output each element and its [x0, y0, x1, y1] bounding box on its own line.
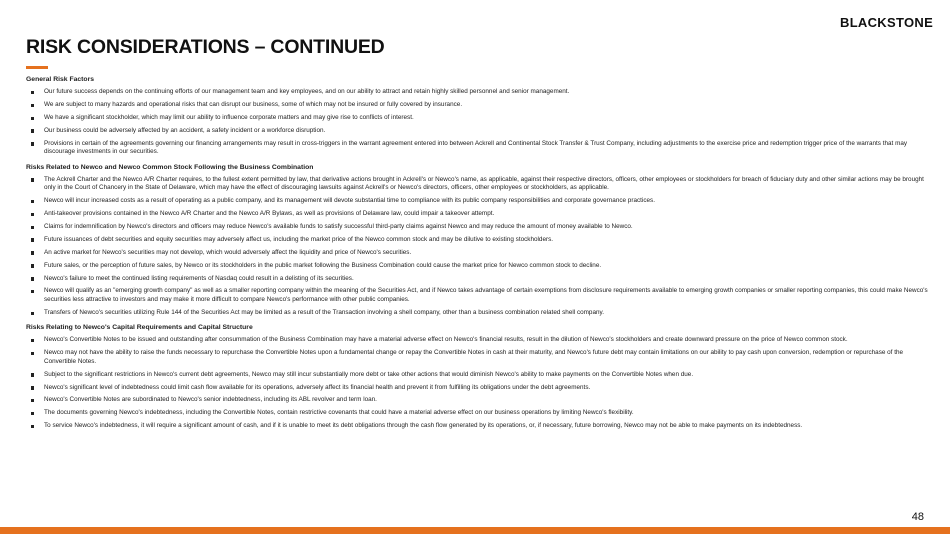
risk-item-text: To service Newco's indebtedness, it will require a significant amount of cash, and if it is unable to meet its debt obligations through the cash flow generated by its operations, or, if necessary, future borrowing, Newco may not be able to make payments on its indebtedness.	[44, 422, 803, 430]
risk-item-text: Future issuances of debt securities and equity securities may adversely affect us, including the market price of the Newco common stock and may be dilutive to existing stockholders.	[44, 235, 554, 243]
risk-item	[26, 223, 932, 232]
page-title: RISK CONSIDERATIONS – CONTINUED	[26, 36, 385, 58]
square-bullet-icon	[31, 226, 34, 229]
risk-item-text: Future sales, or the perception of future sales, by Newco or its stockholders in the public market following the Business Combination could cause the market price for Newco common stock to decline.	[44, 261, 602, 269]
risk-item	[26, 197, 932, 206]
risk-item	[26, 249, 932, 258]
square-bullet-icon	[31, 339, 34, 342]
risk-item	[26, 176, 932, 193]
section-heading: Risks Relating to Newco's Capital Requirements and Capital Structure	[26, 324, 253, 332]
square-bullet-icon	[31, 386, 34, 389]
risk-item	[26, 140, 932, 157]
square-bullet-icon	[31, 238, 34, 241]
risk-item	[26, 309, 932, 318]
footer-accent-bar	[0, 527, 950, 534]
square-bullet-icon	[31, 290, 34, 293]
risk-item	[26, 287, 932, 304]
risk-item-text: The Ackrell Charter and the Newco A/R Charter requires, to the fullest extent permitted by law, that derivative actions brought in Ackrell's or Newco's name, as applicable, against their respective directors, officers, other employees or stockholders for breach of fiduciary duty and other similar actions may be brought only in the Court of Chancery in the State of Delaware, which may have the effect of discouraging lawsuits against Ackrell's or Newco's directors, officers, other employees or stockholders, as applicable.	[44, 175, 924, 192]
risk-item	[26, 262, 932, 271]
square-bullet-icon	[31, 277, 34, 280]
risk-item	[26, 384, 932, 393]
risk-item	[26, 409, 932, 418]
blackstone-logo	[840, 12, 934, 32]
risk-item-text: Claims for indemnification by Newco's directors and officers may reduce Newco's available funds to satisfy successful third-party claims against Newco and may reduce the amount of money available to Newco.	[44, 222, 633, 230]
square-bullet-icon	[31, 104, 34, 107]
risk-list	[26, 176, 932, 318]
risk-item-text: Newco's Convertible Notes to be issued and outstanding after consummation of the Business Combination may have a material adverse effect on Newco's financial results, result in the dilution of Newco's stockholders and create downward pressure on the price of Newco common stock.	[44, 336, 848, 344]
risk-item-text: Subject to the significant restrictions in Newco's current debt agreements, Newco may still incur substantially more debt or take other actions that would diminish Newco's ability to make payments on the Convertible Notes when due.	[44, 370, 694, 378]
risk-list	[26, 88, 932, 157]
square-bullet-icon	[31, 117, 34, 120]
square-bullet-icon	[31, 264, 34, 267]
risk-item-text: We are subject to many hazards and operational risks that can disrupt our business, some of which may not be insured or fully covered by insurance.	[44, 101, 463, 109]
risk-item	[26, 371, 932, 380]
risk-item	[26, 127, 932, 136]
square-bullet-icon	[31, 142, 34, 145]
square-bullet-icon	[31, 91, 34, 94]
risk-item-text: Newco's Convertible Notes are subordinated to Newco's senior indebtedness, including its ABL revolver and term loan.	[44, 396, 377, 404]
risk-item-text: The documents governing Newco's indebtedness, including the Convertible Notes, contain restrictive covenants that could have a material adverse effect on our business operations by limiting Newco's flexibility.	[44, 409, 634, 417]
risk-item-text: Newco may not have the ability to raise the funds necessary to repurchase the Convertible Notes upon a fundamental change or repay the Convertible Notes in cash at their maturity, and Newco's future debt may contain limitations on our ability to pay cash upon conversion, redemption or repurchase of the Convertible Notes.	[44, 349, 904, 365]
risk-list	[26, 336, 932, 431]
square-bullet-icon	[31, 373, 34, 376]
square-bullet-icon	[31, 178, 34, 181]
square-bullet-icon	[31, 251, 34, 254]
risk-item	[26, 275, 932, 284]
square-bullet-icon	[31, 399, 34, 402]
risk-content	[26, 76, 932, 437]
risk-item	[26, 236, 932, 245]
risk-item-text: Our future success depends on the continuing efforts of our management team and key employees, and on our ability to attract and retain highly skilled personnel and senior management.	[44, 88, 570, 96]
risk-item-text: Provisions in certain of the agreements governing our financing arrangements may result in cross-triggers in the warrant agreement entered into between Ackrell and Continental Stock Transfer & Trust Company, including adjustments to the exercise price and redemption trigger price of the warrants that may discourage investments in our securities.	[44, 139, 908, 156]
risk-item-text: Transfers of Newco's securities utilizing Rule 144 of the Securities Act may be limited as a result of the Transaction involving a shell company, other than a business combination related shell company.	[44, 308, 604, 316]
risk-item-text: We have a significant stockholder, which may limit our ability to influence corporate matters and may give rise to conflicts of interest.	[44, 113, 414, 121]
square-bullet-icon	[31, 213, 34, 216]
risk-item	[26, 336, 932, 345]
risk-item	[26, 396, 932, 405]
risk-item-text: An active market for Newco's securities may not develop, which would adversely affect the liquidity and price of Newco's securities.	[44, 248, 412, 256]
risk-item-text: Newco will qualify as an "emerging growth company" as well as a smaller reporting company within the meaning of the Securities Act, and if Newco takes advantage of certain exemptions from disclosure requirements available to emerging growth companies or smaller reporting companies, this could make Newco's securities less attractive to investors and may make it more difficult to compare Newco's performance with other public companies.	[44, 287, 928, 304]
risk-item-text: Newco will incur increased costs as a result of operating as a public company, and its management will devote substantial time to compliance with its public company responsibilities and corporate governance practices.	[44, 197, 655, 205]
square-bullet-icon	[31, 129, 34, 132]
square-bullet-icon	[31, 352, 34, 355]
risk-item-text: Our business could be adversely affected by an accident, a safety incident or a workforce disruption.	[44, 126, 326, 134]
title-accent-rule	[26, 66, 48, 69]
risk-item	[26, 88, 932, 97]
square-bullet-icon	[31, 200, 34, 203]
logo-text: BLACKSTONE	[840, 15, 934, 30]
risk-item	[26, 422, 932, 431]
section-heading: General Risk Factors	[26, 76, 94, 83]
page-number: 48	[911, 511, 924, 523]
risk-section	[26, 164, 932, 318]
square-bullet-icon	[31, 312, 34, 315]
risk-section	[26, 324, 932, 431]
risk-item	[26, 349, 932, 366]
risk-item	[26, 114, 932, 123]
square-bullet-icon	[31, 425, 34, 428]
blackstone-logo-mark	[840, 12, 934, 32]
risk-item	[26, 210, 932, 219]
risk-item-text: Newco's failure to meet the continued listing requirements of Nasdaq could result in a delisting of its securities.	[44, 274, 354, 282]
risk-section	[26, 76, 932, 157]
square-bullet-icon	[31, 412, 34, 415]
risk-item	[26, 101, 932, 110]
section-heading: Risks Related to Newco and Newco Common Stock Following the Business Combination	[26, 163, 314, 171]
risk-item-text: Newco's significant level of indebtedness could limit cash flow available for its operations, adversely affect its financial health and prevent it from fulfilling its obligations under the debt agreements.	[44, 383, 591, 391]
risk-item-text: Anti-takeover provisions contained in the Newco A/R Charter and the Newco A/R Bylaws, as well as provisions of Delaware law, could impair a takeover attempt.	[44, 210, 495, 218]
